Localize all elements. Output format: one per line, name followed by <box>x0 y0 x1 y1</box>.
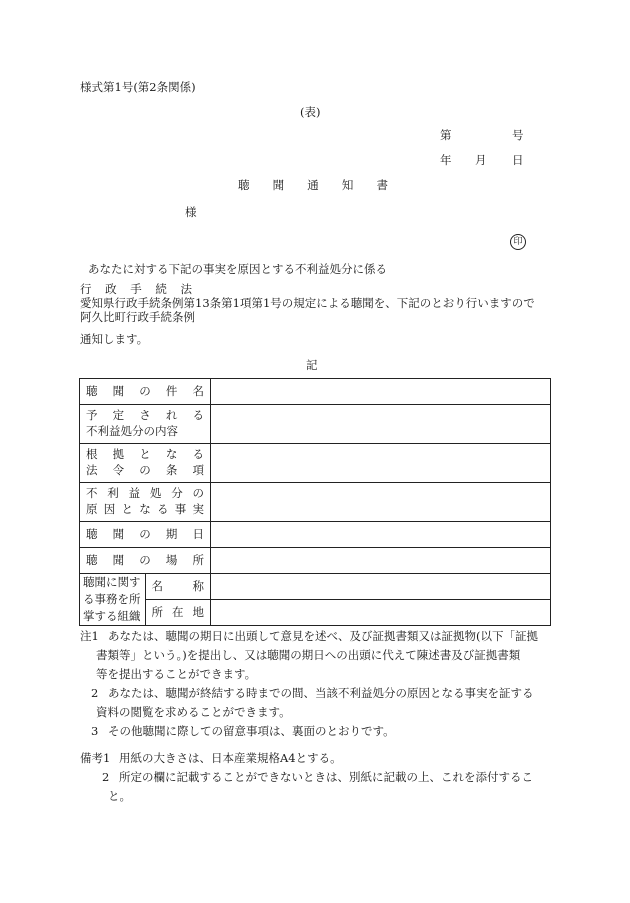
row-label: 聴 聞 の 件 名 <box>80 379 211 405</box>
org-address-cell[interactable] <box>211 600 551 626</box>
table-row <box>80 600 551 626</box>
remark-1-line: 用紙の大きさは、日本産業規格A4とする。 <box>119 751 342 765</box>
remark-2-line: と。 <box>108 789 131 803</box>
note-1-line: あなたは、聴聞の期日に出頭して意見を述べ、及び証拠書類又は証拠物(以下「証拠 <box>108 629 538 643</box>
ki-label: 記 <box>306 358 318 372</box>
org-name-label: 名 称 <box>145 574 211 600</box>
table-row <box>80 574 551 600</box>
note-2-line: あなたは、聴聞が終結する時までの間、当該不利益処分の原因となる事実を証する <box>108 686 534 700</box>
remark-1-label: 備考1 <box>80 751 111 765</box>
closing-text: 通知します。 <box>80 332 149 346</box>
date-day: 日 <box>512 153 524 167</box>
number-dai: 第 <box>440 128 452 142</box>
document-title: 聴 聞 通 知 書 <box>238 178 388 192</box>
seal-icon: 印 <box>510 234 526 250</box>
row-label: 聴 聞 の 期 日 <box>80 522 211 548</box>
org-name-cell[interactable] <box>211 574 551 600</box>
remark-2-label: 2 <box>102 770 110 784</box>
law-alt-text: 阿久比町行政手続条例 <box>80 310 195 324</box>
hearing-info-table <box>79 378 551 626</box>
row-label: 根 拠 と な る 法 令 の 条 項 <box>80 444 211 483</box>
row-label: 予 定 さ れ る 不利益処分の内容 <box>80 405 211 444</box>
table-row <box>80 405 551 444</box>
remark-2-line: 所定の欄に記載することができないときは、別紙に記載の上、これを添付するこ <box>119 770 533 784</box>
table-row <box>80 548 551 574</box>
note-1-line: 等を提出することができます。 <box>96 667 257 681</box>
row-value-cell[interactable] <box>211 444 551 483</box>
row-value-cell[interactable] <box>211 548 551 574</box>
table-row <box>80 522 551 548</box>
table-row <box>80 379 551 405</box>
note-2-label: 2 <box>91 686 99 700</box>
row-label: 聴 聞 の 場 所 <box>80 548 211 574</box>
form-number: 様式第1号(第2条関係) <box>80 80 196 94</box>
note-3-label: 3 <box>91 724 99 738</box>
row-value-cell[interactable] <box>211 522 551 548</box>
note-1-label: 注1 <box>80 629 99 643</box>
side-label: (表) <box>300 105 321 119</box>
row-value-cell[interactable] <box>211 379 551 405</box>
row-value-cell[interactable] <box>211 405 551 444</box>
org-address-label: 所 在 地 <box>145 600 211 626</box>
law-main-text: 愛知県行政手続条例第13条第1項第1号の規定による聴聞を、下記のとおり行いますので <box>80 296 535 310</box>
date-month: 月 <box>475 153 487 167</box>
date-year: 年 <box>440 153 452 167</box>
row-label: 不 利 益 処 分 の 原 因 と な る 事 実 <box>80 483 211 522</box>
note-3-line: その他聴聞に際しての留意事項は、裏面のとおりです。 <box>108 724 395 738</box>
law-name: 行 政 手 続 法 <box>80 282 192 296</box>
note-2-line: 資料の閲覧を求めることができます。 <box>96 705 291 719</box>
seal-mark <box>510 233 526 250</box>
table-row <box>80 444 551 483</box>
table-row <box>80 483 551 522</box>
addressee-sama: 様 <box>185 205 197 219</box>
number-go: 号 <box>512 128 524 142</box>
note-1-line: 書類等」という。)を提出し、又は聴聞の期日への出頭に代えて陳述書及び証拠書類 <box>96 648 521 662</box>
org-label: 聴聞に関す る事務を所 掌する組織 <box>80 574 146 626</box>
row-value-cell[interactable] <box>211 483 551 522</box>
intro-text: あなたに対する下記の事実を原因とする不利益処分に係る <box>88 262 387 276</box>
